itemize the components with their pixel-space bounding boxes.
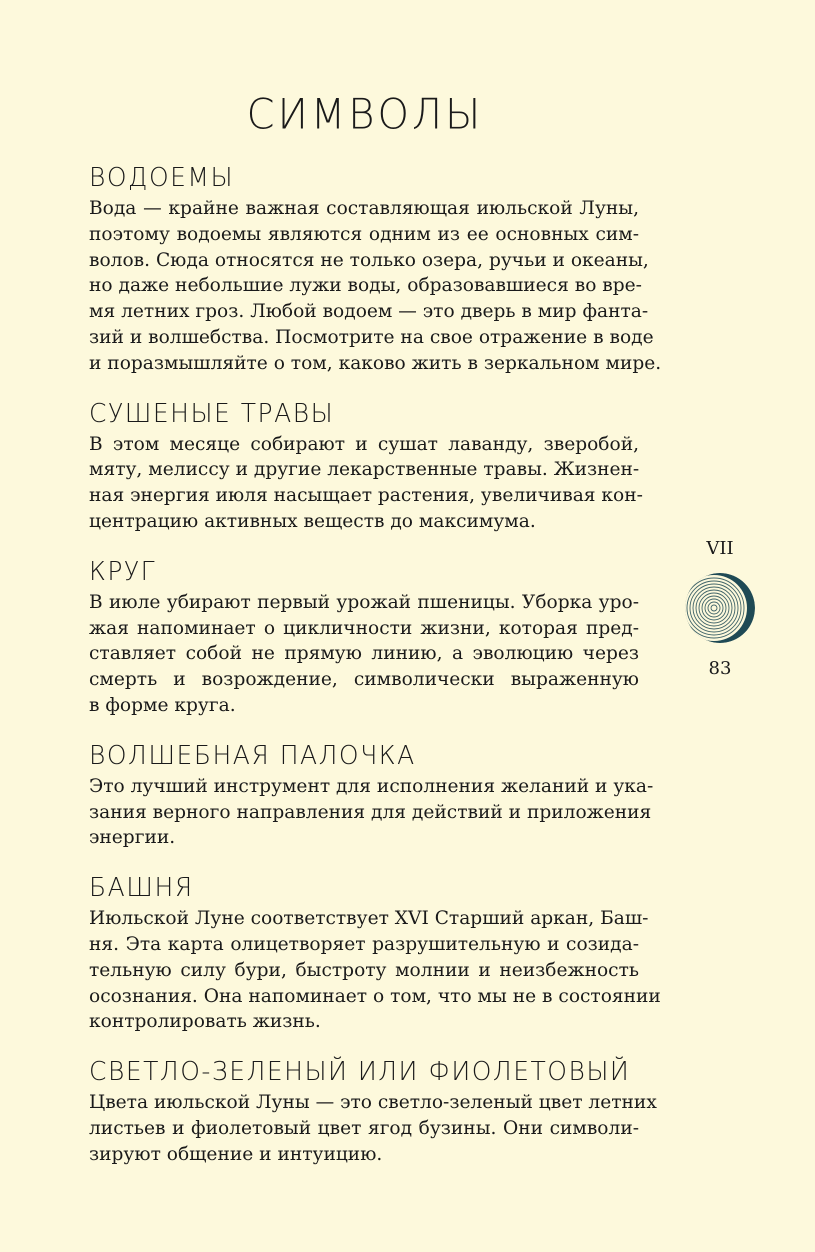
text-line: Июльской Луне соответствует XVI Старший аркан, Баш- (89, 908, 649, 930)
text-line: ставляет собой не прямую линию, а эволюцию через (89, 643, 639, 665)
text-line: но даже небольшие лужи воды, образовавшиеся во вре- (89, 275, 642, 297)
section-body (89, 196, 662, 377)
symbol-section (89, 396, 643, 535)
section-heading: СВЕТЛО-ЗЕЛЕНЫЙ ИЛИ ФИОЛЕТОВЫЙ (89, 1056, 631, 1087)
page-title: СИМВОЛЫ (246, 90, 484, 140)
text-line: мя летних гроз. Любой водоем — это дверь в мир фанта- (89, 301, 649, 323)
symbol-section (89, 554, 639, 719)
section-body (89, 590, 639, 719)
text-line: Цвета июльской Луны — это светло-зеленый цвет летних (89, 1092, 657, 1114)
text-line: центрацию активных веществ до максимума. (89, 510, 536, 532)
text-line: осознания. Она напоминает о том, что мы не в состоянии (89, 985, 661, 1007)
text-line: зий и волшебства. Посмотрите на свое отражение в воде (89, 326, 654, 348)
text-line: В этом месяце собирают и сушат лаванду, зверобой, (89, 433, 639, 455)
symbol-section (89, 738, 654, 851)
side-marker (680, 536, 760, 682)
text-line: контролировать жизнь. (89, 1011, 321, 1033)
page-content (89, 160, 662, 1187)
text-line: смерть и возрождение, символически выраженную (89, 669, 639, 691)
symbol-section (89, 1054, 657, 1167)
text-line: ная энергия июля насыщает растения, увеличивая кон- (89, 485, 643, 507)
text-line: зируют общение и интуицию. (89, 1143, 383, 1165)
section-heading: ВОЛШЕБНАЯ ПАЛОЧКА (89, 740, 416, 771)
page-number: 83 (708, 658, 732, 679)
section-heading: КРУГ (89, 556, 157, 587)
section-body (89, 906, 661, 1035)
section-heading: ВОДОЕМЫ (89, 162, 235, 193)
symbol-section (89, 160, 662, 377)
text-line: и поразмышляйте о том, каково жить в зеркальном мире. (89, 352, 662, 374)
text-line: зания верного направления для действий и приложения (89, 801, 652, 823)
section-heading: БАШНЯ (89, 872, 194, 903)
section-heading: СУШЕНЫЕ ТРАВЫ (89, 398, 335, 428)
moon-icon (684, 572, 756, 644)
text-line: в форме круга. (89, 694, 236, 716)
text-line: Это лучший инструмент для исполнения желаний и ука- (89, 775, 654, 797)
text-line: В июле убирают первый урожай пшеницы. Уборка уро- (89, 591, 639, 613)
text-line: ня. Эта карта олицетворяет разрушительную и созида- (89, 933, 639, 955)
section-body (89, 1090, 657, 1167)
text-line: энергии. (89, 827, 176, 849)
section-body (89, 774, 654, 851)
text-line: поэтому водоемы являются одним из ее основных сим- (89, 223, 639, 245)
symbol-section (89, 870, 661, 1035)
text-line: жая напоминает о цикличности жизни, которая пред- (89, 617, 639, 639)
text-line: Вода — крайне важная составляющая июльской Луны, (89, 198, 639, 219)
text-line: волов. Сюда относятся не только озера, ручьи и океаны, (89, 249, 649, 271)
text-line: листьев и фиолетовый цвет ягод бузины. Они символи- (89, 1117, 639, 1139)
text-line: мяту, мелиссу и другие лекарственные травы. Жизнен- (89, 459, 640, 481)
section-body (89, 432, 643, 535)
chapter-number: VII (706, 538, 734, 559)
text-line: тельную силу бури, быстроту молнии и неизбежность (89, 959, 639, 981)
